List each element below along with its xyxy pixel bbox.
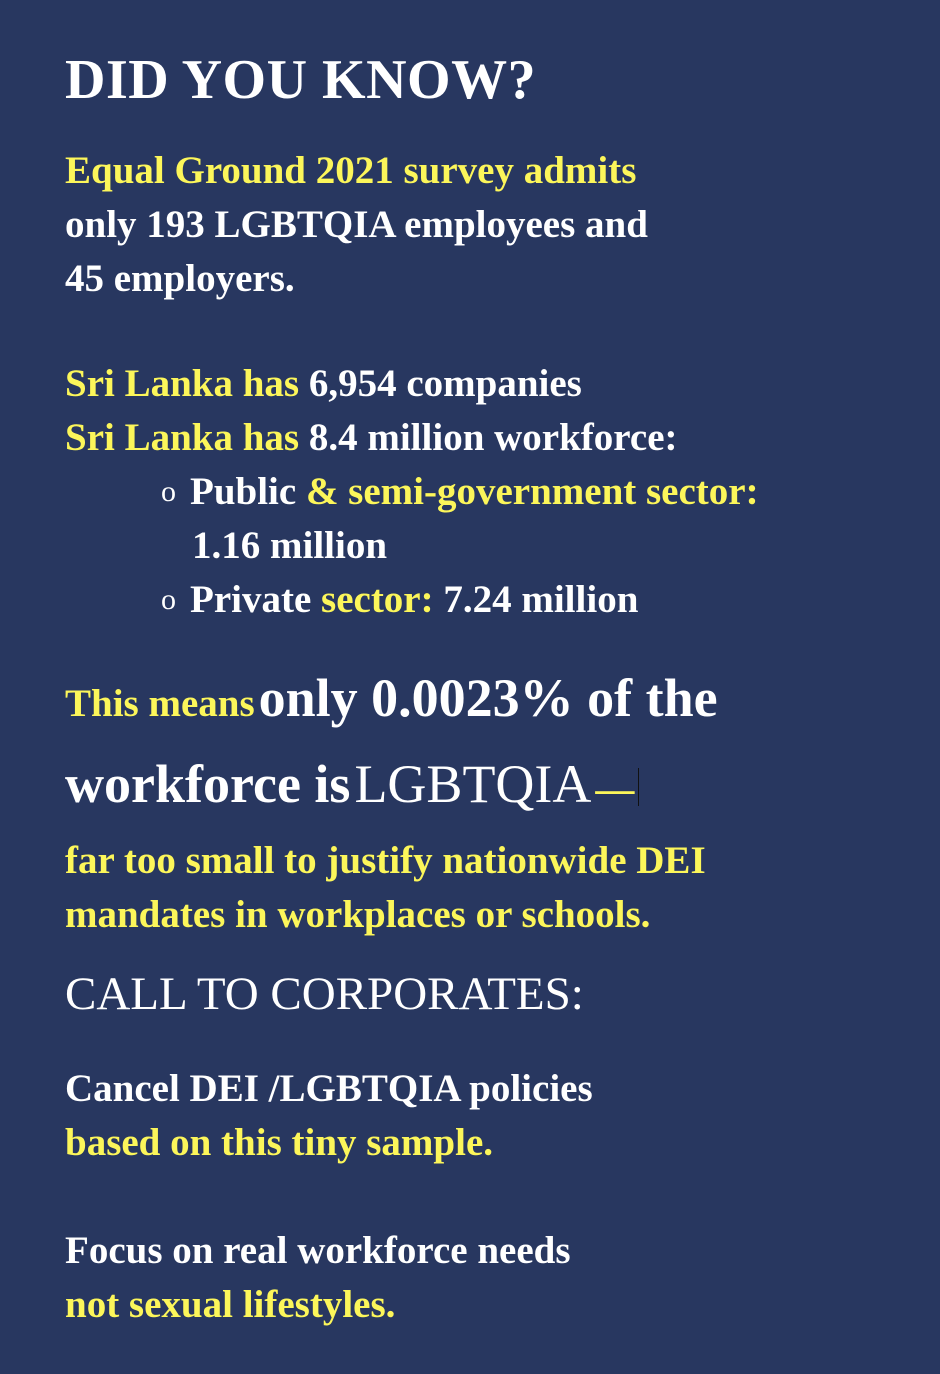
conclusion-section <box>65 662 718 942</box>
cta-body <box>65 1062 593 1170</box>
conclusion-dash: — <box>595 768 635 811</box>
private-label-a: Private <box>190 578 312 621</box>
conclusion-line-3: far too small to justify nationwide DEI <box>65 839 706 882</box>
public-sector-value: 1.16 million <box>192 524 388 567</box>
cta-line-1: Cancel DEI /LGBTQIA policies <box>65 1067 593 1110</box>
text-cursor <box>638 768 639 806</box>
companies-value: 6,954 companies <box>308 362 582 405</box>
focus-line-1: Focus on real workforce needs <box>65 1229 571 1272</box>
stats-section <box>65 357 759 627</box>
bullet-icon: o <box>161 475 176 508</box>
survey-line-2: only 193 LGBTQIA employees and <box>65 203 648 246</box>
conclusion-line-2 <box>65 748 718 834</box>
page-title: DID YOU KNOW? <box>65 49 537 111</box>
companies-line <box>65 357 759 411</box>
conclusion-highlight-b-small: workforce is <box>65 754 351 814</box>
conclusion-prefix: This means <box>65 682 255 725</box>
conclusion-line-4: mandates in workplaces or schools. <box>65 893 651 936</box>
conclusion-highlight-b-big: LGBTQIA <box>354 754 592 814</box>
survey-section <box>65 144 648 306</box>
conclusion-line-1 <box>65 662 718 748</box>
survey-line-1: Equal Ground 2021 survey admits <box>65 149 637 192</box>
cta-line-2: based on this tiny sample. <box>65 1121 494 1164</box>
focus-line-2: not sexual lifestyles. <box>65 1283 396 1326</box>
companies-prefix: Sri Lanka has <box>65 362 300 405</box>
bullet-icon: o <box>161 583 176 616</box>
private-value: 7.24 million <box>443 578 639 621</box>
workforce-line <box>65 411 759 465</box>
workforce-prefix: Sri Lanka has <box>65 416 300 459</box>
survey-line-3: 45 employers. <box>65 257 295 300</box>
private-sector-item <box>65 573 759 627</box>
conclusion-highlight-a: only 0.0023% of the <box>258 668 718 728</box>
private-label-b: sector: <box>321 578 434 621</box>
public-label-a: Public <box>190 470 297 513</box>
workforce-value: 8.4 million workforce: <box>308 416 678 459</box>
public-sector-item <box>65 465 759 519</box>
focus-section <box>65 1224 571 1332</box>
public-label-b: & semi-government sector: <box>305 470 759 513</box>
cta-heading: CALL TO CORPORATES: <box>65 968 584 1020</box>
